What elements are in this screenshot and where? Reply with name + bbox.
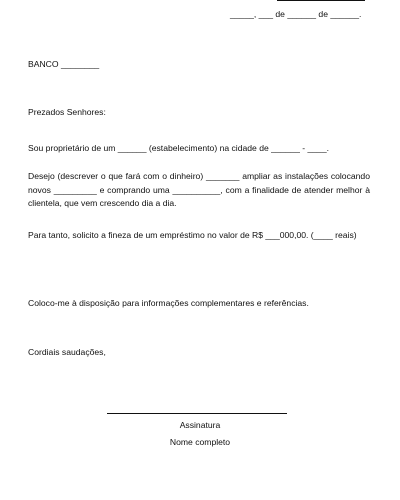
signature-line	[107, 413, 287, 414]
top-rule	[277, 0, 365, 1]
full-name-label: Nome completo	[169, 437, 231, 447]
closing: Cordiais saudações,	[28, 347, 106, 357]
paragraph-availability: Coloco-me à disposição para informações complementares e referências.	[28, 298, 309, 308]
date-line: _____, ___ de ______ de ______.	[230, 9, 362, 19]
bank-line: BANCO ________	[28, 59, 100, 69]
greeting: Prezados Senhores:	[28, 107, 106, 117]
paragraph-ownership: Sou proprietário de um ______ (estabelecimento) na cidade de ______ - ____.	[28, 143, 329, 153]
paragraph-loan-amount: Para tanto, solicito a fineza de um empréstimo no valor de R$ ___000,00. (____ reais)	[28, 230, 357, 240]
signature-label: Assinatura	[179, 420, 221, 430]
paragraph-purpose: Desejo (descrever o que fará com o dinheiro) _______ ampliar as instalações colocando novos _________ e comprando uma __________, com a finalidade de atender melhor à clientela, que vem crescendo dia a dia.	[28, 171, 370, 208]
